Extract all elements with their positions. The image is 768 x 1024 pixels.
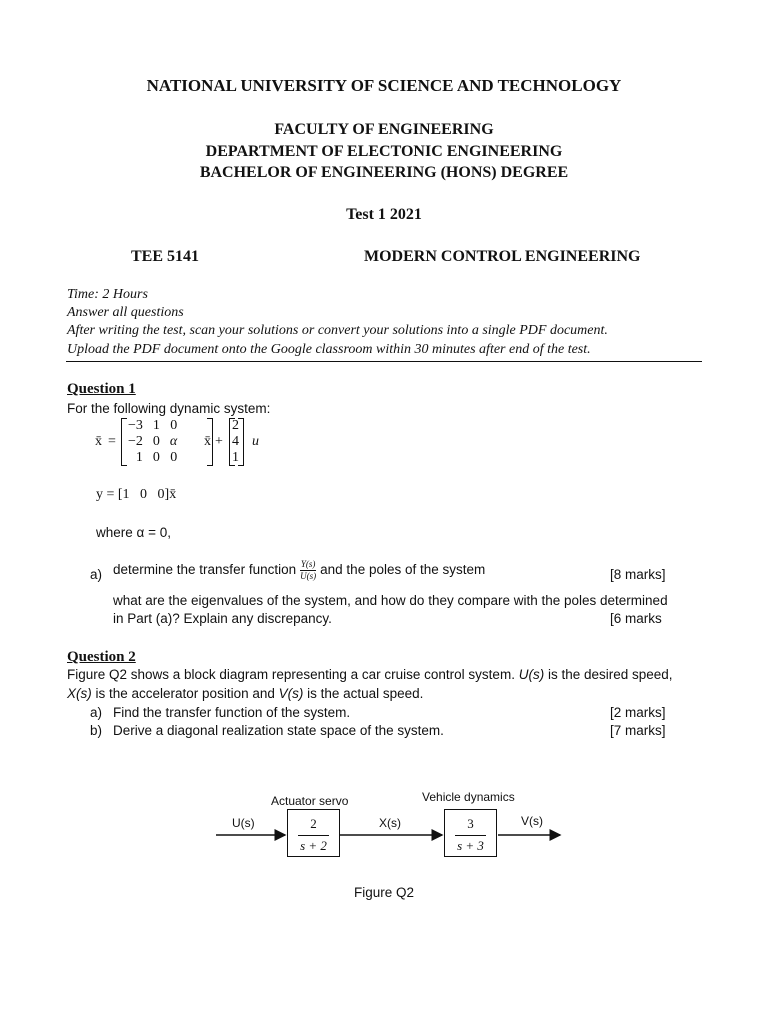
course-name: MODERN CONTROL ENGINEERING [364,248,641,265]
faculty-title: FACULTY OF ENGINEERING [274,121,494,138]
a22: 0 [152,434,160,449]
q2-line2-x: X(s) [67,686,92,701]
department-title: DEPARTMENT OF ELECTONIC ENGINEERING [205,143,563,160]
q2-part-b-marks: [7 marks] [610,723,666,738]
question-2-title: Question 2 [67,649,136,665]
alpha-condition: where α = 0, [96,525,171,540]
a12: 1 [152,418,160,433]
block2-denominator: s + 3 [457,838,484,853]
scan-instruction: After writing the test, scan your solutions or convert your solutions into a single PDF document. [67,323,608,338]
q1-part-b-marks: [6 marks [610,611,662,626]
b2: 4 [232,434,239,449]
test-title: Test 1 2021 [346,206,422,223]
q2-part-a-marks: [2 marks] [610,705,666,720]
q2-description-line2 [67,686,423,701]
time-instruction: Time: 2 Hours [67,287,148,302]
plus-sign: + [215,434,223,449]
input-u: u [252,434,259,449]
q1-part-a-pre: determine the transfer function [113,562,297,578]
q2-part-b-label: b) [90,723,103,738]
q1-part-a-marks: [8 marks] [610,567,666,582]
state-equation [95,416,295,468]
degree-title: BACHELOR OF ENGINEERING (HONS) DEGREE [199,164,569,181]
matrix-b-right-bracket [238,418,244,466]
actuator-servo-block [287,809,340,857]
question-1-title: Question 1 [67,381,136,397]
block-diagram [200,785,580,865]
matrix-b [229,416,253,468]
q1-part-a-label: a) [90,567,103,582]
equals-sign: = [108,434,116,449]
tf-denominator: U(s) [300,571,317,581]
header-divider [66,361,702,362]
xdot-symbol: x̄ [95,434,102,449]
vehicle-dynamics-label: Vehicle dynamics [422,790,515,804]
x-vector: x̄ [204,434,211,449]
university-title: NATIONAL UNIVERSITY OF SCIENCE AND TECHNOLOGY [146,76,622,95]
q2-line2-v: V(s) [278,686,304,701]
q2-line2-mid: is the accelerator position and [91,686,279,701]
q2-line1-post: is the desired speed, [544,667,673,682]
output-signal-label: V(s) [521,814,543,828]
block1-numerator: 2 [298,816,329,836]
a31: 1 [135,450,143,465]
transfer-function-fraction [300,559,317,582]
q2-line1-u: U(s) [518,667,545,682]
q1-part-b-line2: in Part (a)? Explain any discrepancy. [113,611,332,626]
q1-part-a-text [113,559,485,582]
upload-instruction: Upload the PDF document onto the Google classroom within 30 minutes after end of the test. [67,342,591,357]
input-signal-label: U(s) [232,816,255,830]
answer-instruction: Answer all questions [67,305,184,320]
q2-description-line1 [67,667,673,682]
figure-caption: Figure Q2 [354,885,415,900]
tf-numerator: Y(s) [300,559,316,569]
block1-denominator: s + 2 [300,838,327,853]
q2-part-b-text: Derive a diagonal realization state space of the system. [113,723,444,738]
vehicle-dynamics-block [444,809,497,857]
a32: 0 [152,450,160,465]
q2-line2-post: is the actual speed. [303,686,424,701]
a23: α [169,434,178,449]
output-equation: y = [1 0 0]x̄ [96,487,177,502]
b1: 2 [232,418,239,433]
matrix-a [121,416,201,468]
a13: 0 [170,418,178,433]
a11: −3 [128,418,143,433]
question-1-intro: For the following dynamic system: [67,401,271,416]
b3: 1 [232,450,239,465]
q2-part-a-text: Find the transfer function of the system. [113,705,351,720]
course-code: TEE 5141 [131,248,200,265]
q1-part-b-line1: what are the eigenvalues of the system, and how do they compare with the poles determined [113,593,668,608]
block2-numerator: 3 [455,816,486,836]
a33: 0 [170,450,178,465]
q2-part-a-label: a) [90,705,103,720]
actuator-servo-label: Actuator servo [271,794,349,808]
a21: −2 [128,434,143,449]
middle-signal-label: X(s) [379,816,401,830]
q2-line1-pre: Figure Q2 shows a block diagram representing a car cruise control system. [67,667,519,682]
q1-part-a-post: and the poles of the system [320,562,486,578]
